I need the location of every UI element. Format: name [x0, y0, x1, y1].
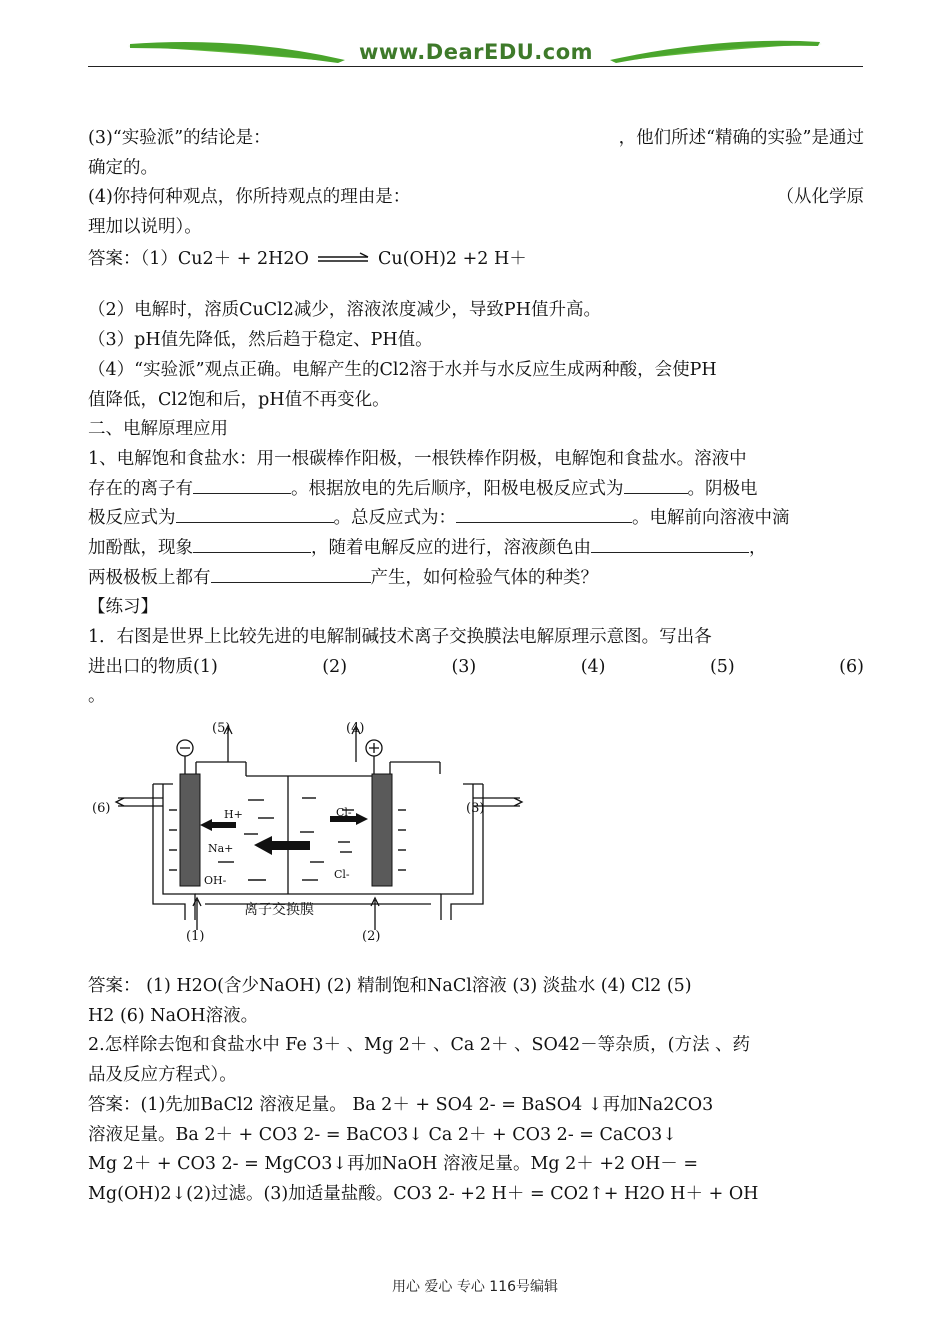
- text-span: ，他们所述“精确的实验”是通过: [618, 128, 864, 148]
- header-rule: [88, 66, 863, 67]
- text-span: (2): [322, 656, 348, 677]
- text-line: 1．右图是世界上比较先进的电解制碱技术离子交换膜法电解原理示意图。写出各: [88, 627, 712, 647]
- ion-h-plus: H+: [224, 808, 243, 822]
- page-footer: 用心 爱心 专心 116号编辑: [391, 1279, 559, 1295]
- section-heading: 二、电解原理应用: [88, 419, 228, 440]
- text-line: 答案：(1)先加BaCl2 溶液足量。 Ba 2＋ + SO4 2- = BaSO4 ↓再加Na2CO3: [88, 1094, 714, 1115]
- outlet-label-6: (6): [92, 801, 111, 817]
- document-body: [88, 124, 864, 1210]
- answer-equation-line: [88, 245, 864, 275]
- text-line: [88, 504, 864, 534]
- outlet-label-4: (4): [346, 721, 365, 737]
- text-line: （3）pH值先降低，然后趋于稳定、PH值。: [88, 330, 433, 351]
- text-span: ，: [749, 537, 767, 558]
- text-line: 确定的。: [88, 157, 158, 178]
- text-span: 存在的离子有: [88, 478, 193, 499]
- inlet-label-2: (2): [362, 929, 381, 945]
- answer-blank: [624, 475, 688, 494]
- page-header: [0, 0, 950, 80]
- answer-blank: [176, 504, 334, 523]
- answer-blank: [193, 534, 311, 553]
- text-line: 2.怎样除去饱和食盐水中 Fe 3＋ 、Mg 2＋ 、Ca 2＋ 、SO42－等杂质，(方法 、药: [88, 1035, 751, 1056]
- text-span: 进出口的物质(1): [88, 656, 218, 677]
- ion-cl-minus: Cl-: [334, 868, 350, 882]
- answer-blank: [211, 564, 371, 583]
- text-span: 答案：（1）Cu2＋ + 2H2O: [88, 248, 309, 269]
- text-line: 1、电解饱和食盐水：用一根碳棒作阳极，一根铁棒作阴极，电解饱和食盐水。溶液中: [88, 448, 747, 469]
- text-span: ，随着电解反应的进行，溶液颜色由: [311, 537, 591, 558]
- inlet-label-1: (1): [186, 929, 205, 945]
- section-heading: 【练习】: [88, 597, 158, 618]
- text-line: 品及反应方程式）。: [88, 1065, 237, 1086]
- text-line: 。: [88, 686, 106, 707]
- text-span: （从化学原: [776, 187, 864, 208]
- outlet-label-5: (5): [212, 721, 231, 737]
- text-span: (4)你持何种观点，你所持观点的理由是：: [88, 187, 411, 208]
- answer-blank: [456, 504, 632, 523]
- text-span: 。阴极电: [687, 478, 758, 499]
- text-line: [88, 124, 864, 154]
- ion-cl-minus: Cl-: [336, 806, 352, 820]
- text-line: H2 (6) NaOH溶液。: [88, 1005, 259, 1026]
- text-span: (3): [451, 656, 477, 677]
- text-line: [88, 475, 864, 505]
- text-line: Mg(OH)2↓(2)过滤。(3)加适量盐酸。CO3 2- +2 H＋ = CO2↑+ H2O H＋ + OH: [88, 1183, 759, 1204]
- ion-oh-minus: OH-: [204, 874, 227, 888]
- text-line: （4）“实验派”观点正确。电解产生的Cl2溶于水并与水反应生成两种酸，会使PH: [88, 359, 717, 380]
- text-line: Mg 2＋ + CO3 2- = MgCO3↓再加NaOH 溶液足量。Mg 2＋ +2 OH－ =: [88, 1154, 699, 1175]
- text-span: (3)“实验派”的结论是：: [88, 128, 271, 148]
- ion-na-plus: Na+: [208, 842, 234, 856]
- text-span: 。根据放电的先后顺序，阳极电极反应式为: [291, 478, 624, 499]
- text-span: 加酚酞，现象: [88, 537, 193, 558]
- text-line: [88, 564, 864, 594]
- electrolysis-cell-drawing: [88, 712, 548, 972]
- text-line: [88, 534, 864, 564]
- text-line: 答案： (1) H2O(含少NaOH) (2) 精制饱和NaCl溶液 (3) 淡盐水 (4) Cl2 (5): [88, 976, 692, 997]
- text-span: 产生，如何检验气体的种类？: [370, 567, 598, 588]
- text-line: 溶液足量。Ba 2＋ + CO3 2- = BaCO3↓ Ca 2＋ + CO3 2- = CaCO3↓: [88, 1124, 677, 1145]
- text-line: [88, 183, 864, 213]
- site-brand: www.DearEDU.com: [358, 40, 594, 64]
- reversible-arrow-icon: [316, 251, 372, 267]
- text-span: (5): [709, 656, 735, 677]
- text-span: (4): [580, 656, 606, 677]
- text-span: (6): [839, 656, 864, 677]
- text-line: （2）电解时，溶质CuCl2减少，溶液浓度减少，导致PH值升高。: [88, 300, 601, 321]
- answer-blank: [193, 475, 291, 494]
- text-span: 。总反应式为：: [333, 508, 456, 529]
- text-span: 。电解前向溶液中滴: [632, 508, 790, 529]
- answer-blank: [591, 534, 749, 553]
- text-span: 极反应式为: [88, 508, 176, 529]
- text-span: 两极极板上都有: [88, 567, 211, 588]
- membrane-label: 离子交换膜: [244, 902, 314, 919]
- outlet-label-3: (3): [466, 801, 485, 817]
- electrolysis-diagram: [88, 712, 864, 972]
- text-line: [88, 653, 864, 683]
- text-line: 值降低，Cl2饱和后，pH值不再变化。: [88, 389, 390, 410]
- text-span: Cu(OH)2 +2 H＋: [378, 248, 527, 269]
- text-line: 理加以说明）。: [88, 217, 202, 238]
